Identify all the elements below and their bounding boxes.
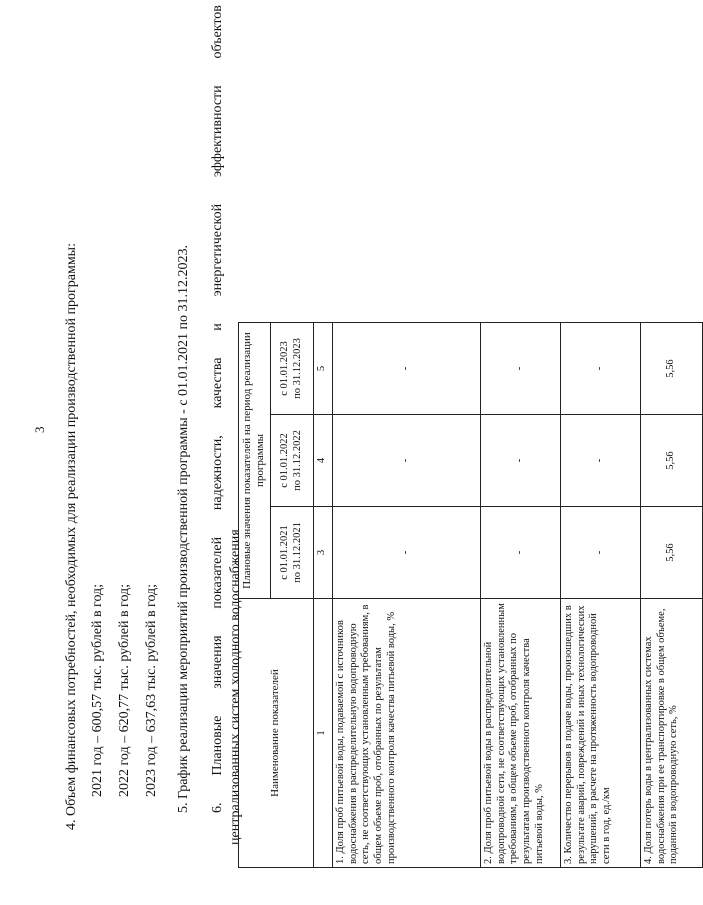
table-row: [560, 323, 640, 868]
indicator-value: 5,56: [640, 323, 702, 415]
table-row: [332, 323, 480, 868]
indicator-value: -: [332, 507, 480, 599]
section6-title-line1: [210, 5, 226, 813]
indicator-value: -: [332, 323, 480, 415]
indicator-name: 1. Доля проб питьевой воды, подаваемой с источников водоснабжения в распределительную водопроводную сеть, не соответствующих установленным требованиям, в общем объеме проб, отобранных по результатам производственного контроля качества питьевой воды, %: [332, 599, 480, 868]
page-number: 3: [32, 426, 47, 433]
section4-year-2022: 2022 год – 620,77 тыс. рублей в год;: [117, 583, 132, 797]
indicator-name: 3. Количество перерывов в подаче воды, произошедших в результате аварий, повреждений и иных технологических нарушений, в расчете на протяженность водопроводной сети в год, ед./км: [560, 599, 640, 868]
period-label: с 01.01.2023 по 31.12.2023: [279, 338, 303, 399]
indicator-value: -: [560, 415, 640, 507]
indicator-name: 2. Доля проб питьевой воды в распределительной водопроводной сети, не соответствующих установленным требованиям, в общем объеме проб, отобранных по результатам производственного контроля качества питьевой воды, %: [480, 599, 560, 868]
section6-word: Плановые: [210, 715, 225, 776]
period-header-2022: [270, 415, 313, 507]
period-label: с 01.01.2021 по 31.12.2021: [279, 522, 303, 583]
section6-word: значения: [210, 635, 225, 689]
section6-word: показателей: [210, 536, 225, 609]
period-label: с 01.01.2022 по 31.12.2022: [279, 430, 303, 491]
column-number: 5: [313, 323, 332, 415]
indicator-value: -: [332, 415, 480, 507]
section4-year-2023: 2023 год – 637,63 тыс. рублей в год;: [144, 583, 159, 797]
section4-title: 4. Объем финансовых потребностей, необходимых для реализации производственной программы:: [64, 243, 79, 830]
section6-word: объектов: [210, 5, 225, 59]
column-number: 4: [313, 415, 332, 507]
indicator-value: 5,56: [640, 507, 702, 599]
indicator-name: 4. Доля потерь воды в централизованных системах водоснабжения при ее транспортировке в общем объеме, поданной в водопроводную сеть, %: [640, 599, 702, 868]
indicator-value: -: [560, 507, 640, 599]
column-header-name: Наименование показателей: [239, 599, 314, 868]
section6-title-line2: централизованных систем холодного водоснабжения: [228, 529, 243, 845]
indicators-table: [238, 322, 703, 868]
indicator-value: -: [480, 507, 560, 599]
section6-word: энергетической: [210, 203, 225, 297]
indicator-value: 5,56: [640, 415, 702, 507]
column-number: 1: [313, 599, 332, 868]
section6-word: качества: [210, 357, 225, 409]
period-header-2021: [270, 507, 313, 599]
section6-word: 6.: [210, 802, 225, 813]
indicator-value: -: [560, 323, 640, 415]
indicator-value: -: [480, 323, 560, 415]
table-row: [480, 323, 560, 868]
section6-word: эффективности: [210, 85, 225, 178]
table-row: [640, 323, 702, 868]
section6-word: и: [210, 323, 225, 331]
indicator-value: -: [480, 415, 560, 507]
section4-year-2021: 2021 год – 600,57 тыс. рублей в год;: [90, 583, 105, 797]
period-header-2023: [270, 323, 313, 415]
group-header: Плановые значения показателей на период реализации программы: [239, 323, 271, 599]
section6-word: надежности,: [210, 435, 225, 511]
section5-title: 5. График реализации мероприятий производственной программы - с 01.01.2021 по 31.12.2023.: [176, 244, 191, 813]
column-number: 3: [313, 507, 332, 599]
